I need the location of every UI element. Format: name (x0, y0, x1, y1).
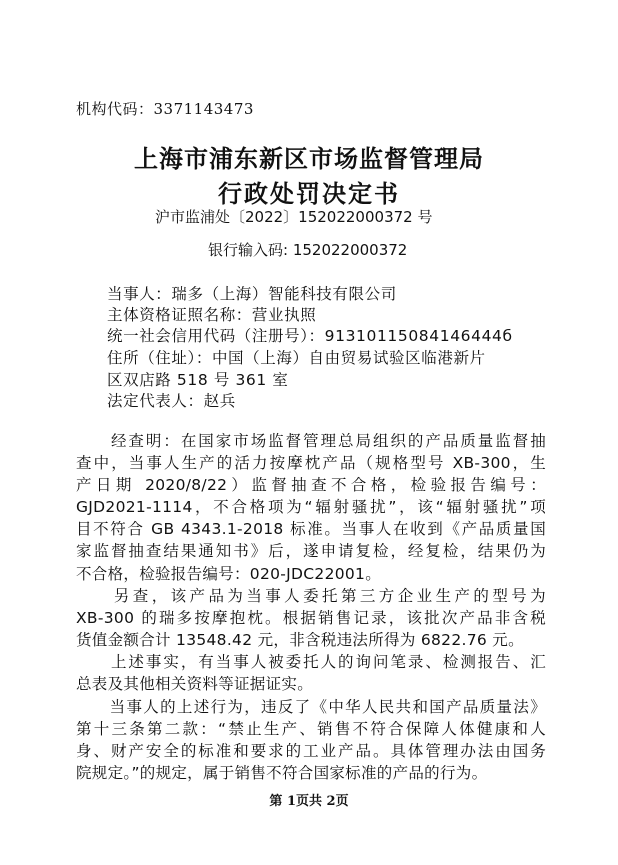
text-line: GJD2021-1114，不合格项为“辐射骚扰”，该“辐射骚扰”项 (76, 498, 546, 517)
text-line: 目不符合 GB 4343.1-2018 标准。当事人在收到《产品质量国 (76, 520, 546, 539)
paragraph-further-findings (76, 585, 546, 651)
org-code: 机构代码：3371143473 (76, 100, 254, 118)
text-line: 身、财产安全的标准和要求的工业产品。具体管理办法由国务 (76, 742, 546, 761)
license-type: 主体资格证照名称：营业执照 (107, 306, 317, 324)
document-subtitle: 行政处罚决定书 (218, 179, 400, 208)
text-line: 不合格，检验报告编号：020-JDC22001。 (76, 564, 382, 583)
paragraph-evidence (76, 651, 546, 695)
credit-code: 统一社会信用代码（注册号）：91310115084146444б (107, 327, 513, 345)
text-line: 产日期 2020/8/22）监督抽查不合格，检验报告编号： (76, 476, 546, 495)
page-indicator: 第 1页共 2页 (269, 794, 349, 809)
text-line: 总表及其他相关资料等证据证实。 (76, 675, 314, 694)
text-line: 货值金额合计 13548.42 元，非含税违法所得为 6822.76 元。 (76, 631, 524, 650)
text-line: 家监督抽查结果通知书》后，遂申请复检，经复检，结果仍为 (76, 542, 546, 561)
document-title: 上海市浦东新区市场监督管理局 (134, 144, 484, 173)
paragraph-violation (76, 696, 546, 784)
document-number: 沪市监浦处〔2022〕152022000372 号 (155, 208, 433, 226)
text-line: 上述事实，有当事人被委托人的询问笔录、检测报告、汇 (76, 653, 546, 671)
address-line-1: 住所（住址）：中国（上海）自由贸易试验区临港新片 (107, 349, 486, 367)
text-line: 第十三条第二款：“禁止生产、销售不符合保障人体健康和人 (76, 720, 546, 739)
party-name: 当事人：瑞多（上海）智能科技有限公司 (107, 285, 397, 303)
text-line: 另查，该产品为当事人委托第三方企业生产的型号为 (76, 587, 546, 605)
paragraph-findings (76, 430, 546, 585)
text-line: 当事人的上述行为，违反了《中华人民共和国产品质量法》 (76, 698, 546, 716)
bank-input-code: 银行输入码: 152022000372 (208, 241, 408, 259)
text-line: 查中，当事人生产的活力按摩枕产品（规格型号 XB-300，生 (76, 454, 546, 473)
text-line: XB-300 的瑞多按摩抱枕。根据销售记录，该批次产品非含税 (76, 609, 546, 628)
address-line-2: 区双店路 518 号 361 室 (107, 371, 289, 389)
text-line: 经查明：在国家市场监督管理总局组织的产品质量监督抽 (76, 432, 546, 450)
legal-representative: 法定代表人：赵兵 (107, 392, 236, 410)
text-line: 院规定。”的规定，属于销售不符合国家标准的产品的行为。 (76, 764, 488, 783)
